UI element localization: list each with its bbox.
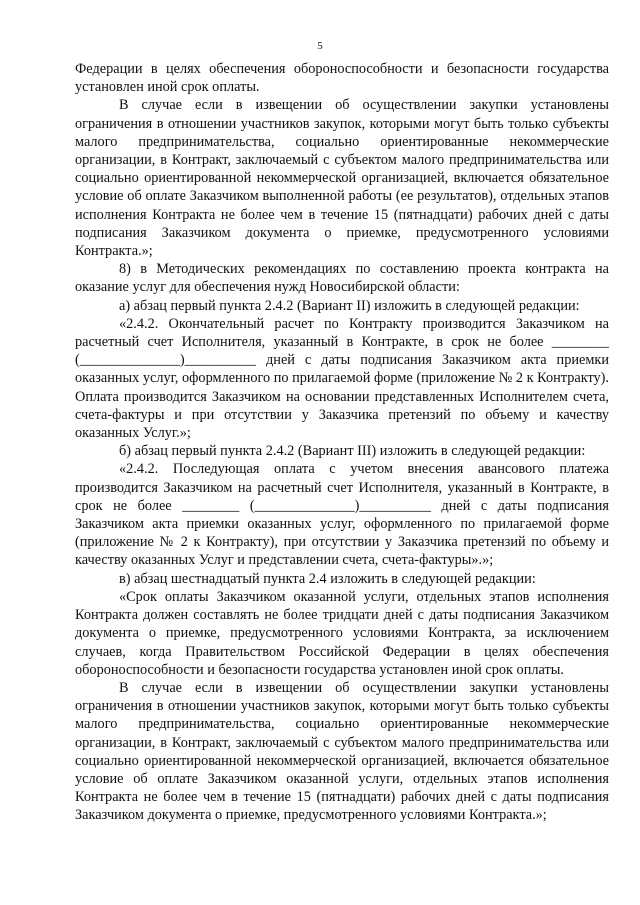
page-number: 5 (317, 40, 323, 52)
paragraph: Федерации в целях обеспечения обороноспособности и безопасности государства установлен иной срок оплаты. (75, 61, 609, 96)
paragraph: «2.4.2. Окончательный расчет по Контракту производится Заказчиком на расчетный счет Исполнителя, указанный в Контракте, в срок не более ________ (______________)__________ дней с даты подписания Заказчиком акта приемки оказанных услуг, оформленного по прилагаемой форме (приложение № 2 к Контракту). Оплата производится Заказчиком на основании представленных Исполнителем счета, счета-фактуры и при отсутствии у Заказчика претензий по объему и качеству оказанных Услуг.»; (75, 315, 610, 442)
paragraph: в) абзац шестнадцатый пункта 2.4 изложить в следующей редакции: (119, 570, 536, 587)
paragraph: б) абзац первый пункта 2.4.2 (Вариант III) изложить в следующей редакции: (119, 443, 586, 460)
paragraph: а) абзац первый пункта 2.4.2 (Вариант II) изложить в следующей редакции: (119, 297, 580, 314)
document-body (75, 60, 609, 825)
paragraph: В случае если в извещении об осуществлении закупки установлены ограничения в отношении участников закупок, которыми могут быть только субъекты малого предпринимательства, социально ориентированные некоммерческие организации, в Контракт, заключаемый с субъектом малого предпринимательства или социально ориентированной некоммерческой организацией, включается обязательное условие об оплате Заказчиком оказанной услуги, отдельных этапов исполнения Контракта не более чем в течение 15 (пятнадцати) рабочих дней с даты подписания Заказчиком документа о приемке, предусмотренного условиями Контракта.»; (75, 679, 609, 824)
paragraph: «Срок оплаты Заказчиком оказанной услуги, отдельных этапов исполнения Контракта должен составлять не более тридцати дней с даты подписания Заказчиком документа о приемке, предусмотренного условиями Контракта, за исключением случаев, когда Правительством Российской Федерации в целях обеспечения обороноспособности и безопасности государства установлен иной срок оплаты. (75, 588, 609, 678)
paragraph: «2.4.2. Последующая оплата с учетом внесения авансового платежа производится Заказчиком на расчетный счет Исполнителя, указанный в Контракте, в срок не более ________ (______________)__________ дней с даты подписания Заказчиком акта приемки оказанных услуг, оформленного по прилагаемой форме (приложение № 2 к Контракту), при отсутствии у Заказчика претензий по объему и качеству оказанных Услуг и представлении счета, счета-фактуры».»; (75, 461, 609, 569)
paragraph: 8) в Методических рекомендациях по составлению проекта контракта на оказание услуг для обеспечения нужд Новосибирской области: (75, 261, 609, 296)
paragraph: В случае если в извещении об осуществлении закупки установлены ограничения в отношении участников закупок, которыми могут быть только субъекты малого предпринимательства, социально ориентированные некоммерческие организации, в Контракт, заключаемый с субъектом малого предпринимательства или социально ориентированной некоммерческой организацией, включается обязательное условие об оплате Заказчиком выполненной работы (ее результатов), отдельных этапов исполнения Контракта не более чем в течение 15 (пятнадцати) рабочих дней с даты подписания Заказчиком документа о приемке, предусмотренного условиями Контракта.»; (75, 97, 609, 260)
